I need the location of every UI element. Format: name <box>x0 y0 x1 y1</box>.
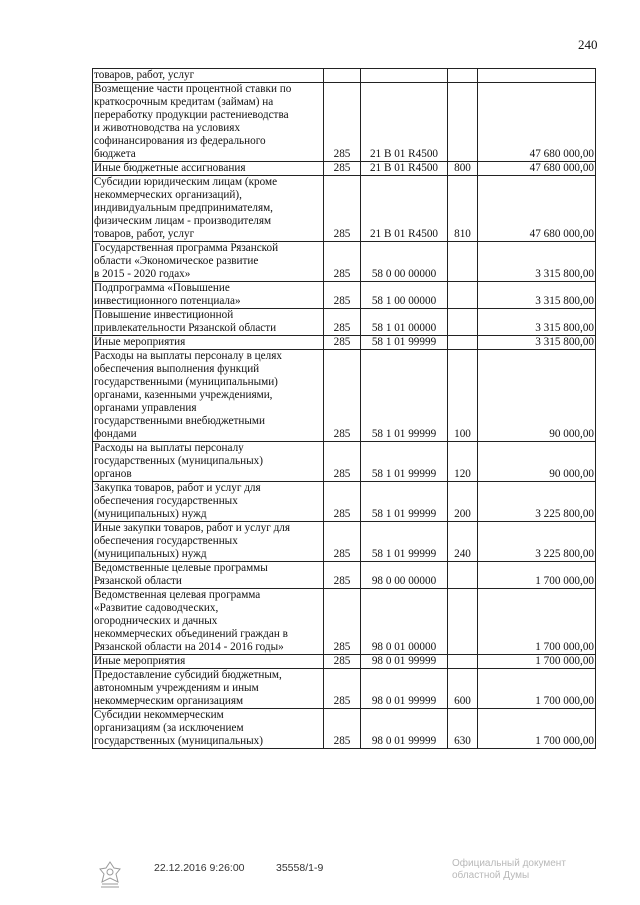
cell-ved: 285 <box>324 655 361 669</box>
cell-csr: 98 0 00 00000 <box>361 562 448 589</box>
cell-ved: 285 <box>324 83 361 162</box>
cell-name: Расходы на выплаты персоналу государственных (муниципальных) органов <box>93 442 324 482</box>
cell-amount: 90 000,00 <box>478 442 596 482</box>
cell-vr <box>448 83 478 162</box>
cell-ved: 285 <box>324 709 361 749</box>
cell-csr: 58 1 01 99999 <box>361 482 448 522</box>
cell-ved: 285 <box>324 562 361 589</box>
cell-vr <box>448 69 478 83</box>
cell-ved: 285 <box>324 669 361 709</box>
cell-vr <box>448 242 478 282</box>
table-row <box>93 83 596 162</box>
cell-name: Закупка товаров, работ и услуг для обеспечения государственных (муниципальных) нужд <box>93 482 324 522</box>
budget-table <box>92 68 596 749</box>
cell-vr <box>448 655 478 669</box>
cell-csr: 58 1 01 99999 <box>361 350 448 442</box>
page-footer <box>0 852 640 892</box>
official-stamp <box>452 858 602 882</box>
table-row <box>93 242 596 282</box>
cell-vr: 600 <box>448 669 478 709</box>
cell-amount: 1 700 000,00 <box>478 589 596 655</box>
cell-csr: 58 1 01 99999 <box>361 442 448 482</box>
table-row <box>93 309 596 336</box>
table-row <box>93 482 596 522</box>
cell-ved <box>324 69 361 83</box>
cell-vr: 800 <box>448 162 478 176</box>
cell-name: Субсидии некоммерческим организациям (за исключением государственных (муниципальных) <box>93 709 324 749</box>
page-number: 240 <box>578 37 598 52</box>
cell-amount: 47 680 000,00 <box>478 83 596 162</box>
cell-name: Повышение инвестиционной привлекательности Рязанской области <box>93 309 324 336</box>
cell-name: Возмещение части процентной ставки по краткосрочным кредитам (займам) на переработку продукции растениеводства и животноводства на условиях софинансирования из федерального бюджета <box>93 83 324 162</box>
table-row <box>93 442 596 482</box>
cell-amount: 90 000,00 <box>478 350 596 442</box>
cell-name: Расходы на выплаты персоналу в целях обеспечения выполнения функций государственными (муниципальными) органами, казенными учреждениями, органами управления государственными внебюджетными фондами <box>93 350 324 442</box>
cell-ved: 285 <box>324 482 361 522</box>
cell-ved: 285 <box>324 589 361 655</box>
cell-amount: 47 680 000,00 <box>478 162 596 176</box>
cell-ved: 285 <box>324 309 361 336</box>
cell-name: Субсидии юридическим лицам (кроме некоммерческих организаций), индивидуальным предпринимателям, физическим лицам - производителям товаров, работ, услуг <box>93 176 324 242</box>
cell-csr: 21 В 01 R4500 <box>361 176 448 242</box>
cell-amount: 3 315 800,00 <box>478 336 596 350</box>
table-row <box>93 589 596 655</box>
stamp-line-2: областной Думы <box>452 870 530 881</box>
cell-amount <box>478 69 596 83</box>
table-row <box>93 669 596 709</box>
cell-amount: 1 700 000,00 <box>478 562 596 589</box>
cell-amount: 3 315 800,00 <box>478 282 596 309</box>
cell-csr: 98 0 01 99999 <box>361 669 448 709</box>
cell-csr: 21 В 01 R4500 <box>361 83 448 162</box>
cell-ved: 285 <box>324 282 361 309</box>
cell-name: Иные мероприятия <box>93 336 324 350</box>
footer-doc-id: 35558/1-9 <box>276 862 324 874</box>
cell-name: Подпрограмма «Повышение инвестиционного потенциала» <box>93 282 324 309</box>
table-row <box>93 176 596 242</box>
cell-name: Государственная программа Рязанской области «Экономическое развитие в 2015 - 2020 годах» <box>93 242 324 282</box>
cell-vr: 630 <box>448 709 478 749</box>
cell-amount: 1 700 000,00 <box>478 655 596 669</box>
cell-vr: 200 <box>448 482 478 522</box>
cell-amount: 1 700 000,00 <box>478 669 596 709</box>
table-row <box>93 282 596 309</box>
cell-amount: 3 225 800,00 <box>478 522 596 562</box>
table-row <box>93 69 596 83</box>
table-row <box>93 350 596 442</box>
cell-amount: 3 315 800,00 <box>478 242 596 282</box>
cell-ved: 285 <box>324 522 361 562</box>
cell-name: товаров, работ, услуг <box>93 69 324 83</box>
cell-ved: 285 <box>324 336 361 350</box>
cell-name: Предоставление субсидий бюджетным, автономным учреждениям и иным некоммерческим организациям <box>93 669 324 709</box>
cell-ved: 285 <box>324 162 361 176</box>
cell-ved: 285 <box>324 176 361 242</box>
table-row <box>93 522 596 562</box>
cell-amount: 3 315 800,00 <box>478 309 596 336</box>
table-row <box>93 655 596 669</box>
cell-name: Иные мероприятия <box>93 655 324 669</box>
table-row <box>93 336 596 350</box>
cell-name: Ведомственные целевые программы Рязанской области <box>93 562 324 589</box>
cell-amount: 47 680 000,00 <box>478 176 596 242</box>
cell-csr: 98 0 01 99999 <box>361 709 448 749</box>
cell-vr: 100 <box>448 350 478 442</box>
cell-csr: 58 1 01 99999 <box>361 336 448 350</box>
cell-ved: 285 <box>324 442 361 482</box>
coat-of-arms-icon <box>96 860 124 890</box>
table-row <box>93 709 596 749</box>
cell-name: Иные закупки товаров, работ и услуг для обеспечения государственных (муниципальных) нужд <box>93 522 324 562</box>
table-row <box>93 562 596 589</box>
stamp-line-1: Официальный документ <box>452 858 566 869</box>
cell-csr: 98 0 01 99999 <box>361 655 448 669</box>
cell-vr: 120 <box>448 442 478 482</box>
cell-amount: 3 225 800,00 <box>478 482 596 522</box>
cell-name: Иные бюджетные ассигнования <box>93 162 324 176</box>
cell-csr <box>361 69 448 83</box>
cell-vr: 810 <box>448 176 478 242</box>
cell-ved: 285 <box>324 350 361 442</box>
footer-timestamp: 22.12.2016 9:26:00 <box>154 862 245 874</box>
cell-amount: 1 700 000,00 <box>478 709 596 749</box>
cell-vr <box>448 309 478 336</box>
cell-ved: 285 <box>324 242 361 282</box>
cell-vr <box>448 336 478 350</box>
cell-csr: 21 В 01 R4500 <box>361 162 448 176</box>
cell-vr <box>448 562 478 589</box>
cell-csr: 58 1 01 00000 <box>361 309 448 336</box>
table-body <box>93 69 596 749</box>
table-row <box>93 162 596 176</box>
cell-vr <box>448 282 478 309</box>
cell-csr: 98 0 01 00000 <box>361 589 448 655</box>
cell-name: Ведомственная целевая программа «Развитие садоводческих, огороднических и дачных некоммерческих объединений граждан в Рязанской области на 2014 - 2016 годы» <box>93 589 324 655</box>
cell-vr <box>448 589 478 655</box>
cell-vr: 240 <box>448 522 478 562</box>
cell-csr: 58 1 01 99999 <box>361 522 448 562</box>
cell-csr: 58 0 00 00000 <box>361 242 448 282</box>
cell-csr: 58 1 00 00000 <box>361 282 448 309</box>
